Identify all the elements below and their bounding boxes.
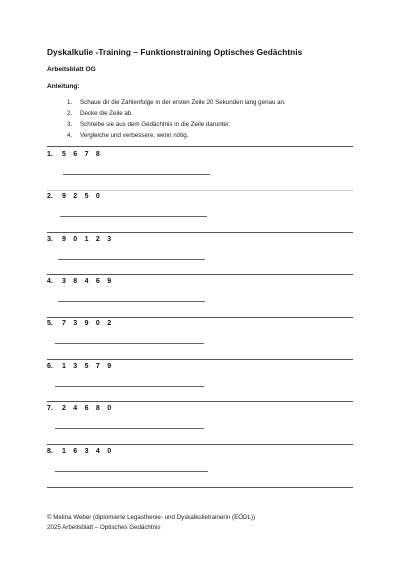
sequence-digit: 7 xyxy=(84,151,89,158)
exercise-8-answer-line[interactable] xyxy=(55,471,208,472)
exercise-number: 1. xyxy=(47,151,53,158)
exercise-number: 3. xyxy=(47,236,53,243)
exercise-5-answer-line[interactable] xyxy=(55,343,204,344)
sequence-digit: 9 xyxy=(107,278,112,285)
instruction-item: 2. Decke die Zeile ab. xyxy=(67,110,133,117)
sequence-digit: 3 xyxy=(73,363,78,370)
separator-line xyxy=(47,146,353,147)
sequence-digit: 2 xyxy=(73,193,78,200)
exercise-7-sequence xyxy=(47,405,118,412)
exercise-number: 5. xyxy=(47,320,53,327)
separator-line xyxy=(47,190,353,191)
separator-line xyxy=(47,274,353,275)
instruction-item: 1. Schaue dir die Zahlenfolge in der ersten Zeile 20 Sekunden lang genau an. xyxy=(67,99,286,106)
sequence-digit: 3 xyxy=(73,320,78,327)
sequence-digit: 3 xyxy=(62,278,66,285)
exercise-number: 4. xyxy=(47,278,53,285)
sequence-digit: 0 xyxy=(95,320,100,327)
sequence-digit: 1 xyxy=(84,236,89,243)
sequence-digit: 1 xyxy=(62,363,66,370)
exercise-4-answer-line[interactable] xyxy=(58,301,205,302)
sequence-digit: 9 xyxy=(107,363,112,370)
sequence-digit: 4 xyxy=(84,278,89,285)
footer-sheet-name: 2025 Arbeitsblatt – Optisches Gedächtnis xyxy=(47,524,161,531)
sequence-digit: 8 xyxy=(95,405,100,412)
exercise-7-answer-line[interactable] xyxy=(55,428,204,429)
sequence-digit: 7 xyxy=(95,363,100,370)
sequence-digit: 7 xyxy=(62,320,66,327)
instructions-heading: Anleitung: xyxy=(47,83,80,90)
exercise-2-sequence xyxy=(47,193,107,200)
sequence-digit: 0 xyxy=(107,405,112,412)
exercise-3-answer-line[interactable] xyxy=(58,259,205,260)
sequence-digit: 1 xyxy=(62,448,66,455)
exercise-8-sequence xyxy=(47,448,118,455)
separator-line xyxy=(47,487,353,488)
exercise-number: 7. xyxy=(47,405,53,412)
sequence-digit: 6 xyxy=(73,448,78,455)
sequence-digit: 9 xyxy=(62,193,66,200)
sequence-digit: 0 xyxy=(95,193,100,200)
exercise-2-answer-line[interactable] xyxy=(60,216,207,217)
separator-line xyxy=(47,232,353,233)
sequence-digit: 6 xyxy=(73,151,78,158)
sequence-digit: 9 xyxy=(62,236,66,243)
exercise-1-sequence xyxy=(47,151,107,158)
exercise-4-sequence xyxy=(47,278,118,285)
separator-line xyxy=(47,359,353,360)
instruction-item: 4. Vergleiche und verbessere, wenn nötig. xyxy=(67,132,189,139)
sequence-digit: 5 xyxy=(84,193,89,200)
footer-copyright: © Melina Weber (diplomierte Legasthenie- und Dyskalkulietrainerin (EÖDL)) xyxy=(47,514,256,521)
worksheet-title: Dyskalkulie -Training – Funktionstraining Optisches Gedächtnis xyxy=(47,47,303,57)
sequence-digit: 8 xyxy=(73,278,78,285)
exercise-5-sequence xyxy=(47,320,118,327)
exercise-number: 2. xyxy=(47,193,53,200)
sequence-digit: 6 xyxy=(95,278,100,285)
exercise-6-sequence xyxy=(47,363,118,370)
sequence-digit: 5 xyxy=(84,363,89,370)
instruction-item: 3. Schreibe sie aus dem Gedächtnis in die Zeile darunter. xyxy=(67,121,231,128)
exercise-3-sequence xyxy=(47,236,118,243)
sequence-digit: 3 xyxy=(84,448,89,455)
exercise-1-answer-line[interactable] xyxy=(63,174,210,175)
sequence-digit: 0 xyxy=(73,236,78,243)
sequence-digit: 2 xyxy=(107,320,112,327)
instructions-list xyxy=(67,97,286,141)
sequence-digit: 2 xyxy=(62,405,66,412)
worksheet-subtitle: Arbeitsblatt OG xyxy=(47,66,96,73)
sequence-digit: 8 xyxy=(95,151,100,158)
sequence-digit: 4 xyxy=(73,405,78,412)
exercise-number: 8. xyxy=(47,448,53,455)
sequence-digit: 2 xyxy=(95,236,100,243)
sequence-digit: 5 xyxy=(62,151,66,158)
exercise-6-answer-line[interactable] xyxy=(55,386,204,387)
sequence-digit: 3 xyxy=(107,236,112,243)
sequence-digit: 0 xyxy=(107,448,112,455)
separator-line xyxy=(47,401,353,402)
separator-line xyxy=(47,317,353,318)
exercise-number: 6. xyxy=(47,363,53,370)
sequence-digit: 9 xyxy=(84,320,89,327)
sequence-digit: 4 xyxy=(95,448,100,455)
separator-line xyxy=(47,444,353,445)
sequence-digit: 6 xyxy=(84,405,89,412)
